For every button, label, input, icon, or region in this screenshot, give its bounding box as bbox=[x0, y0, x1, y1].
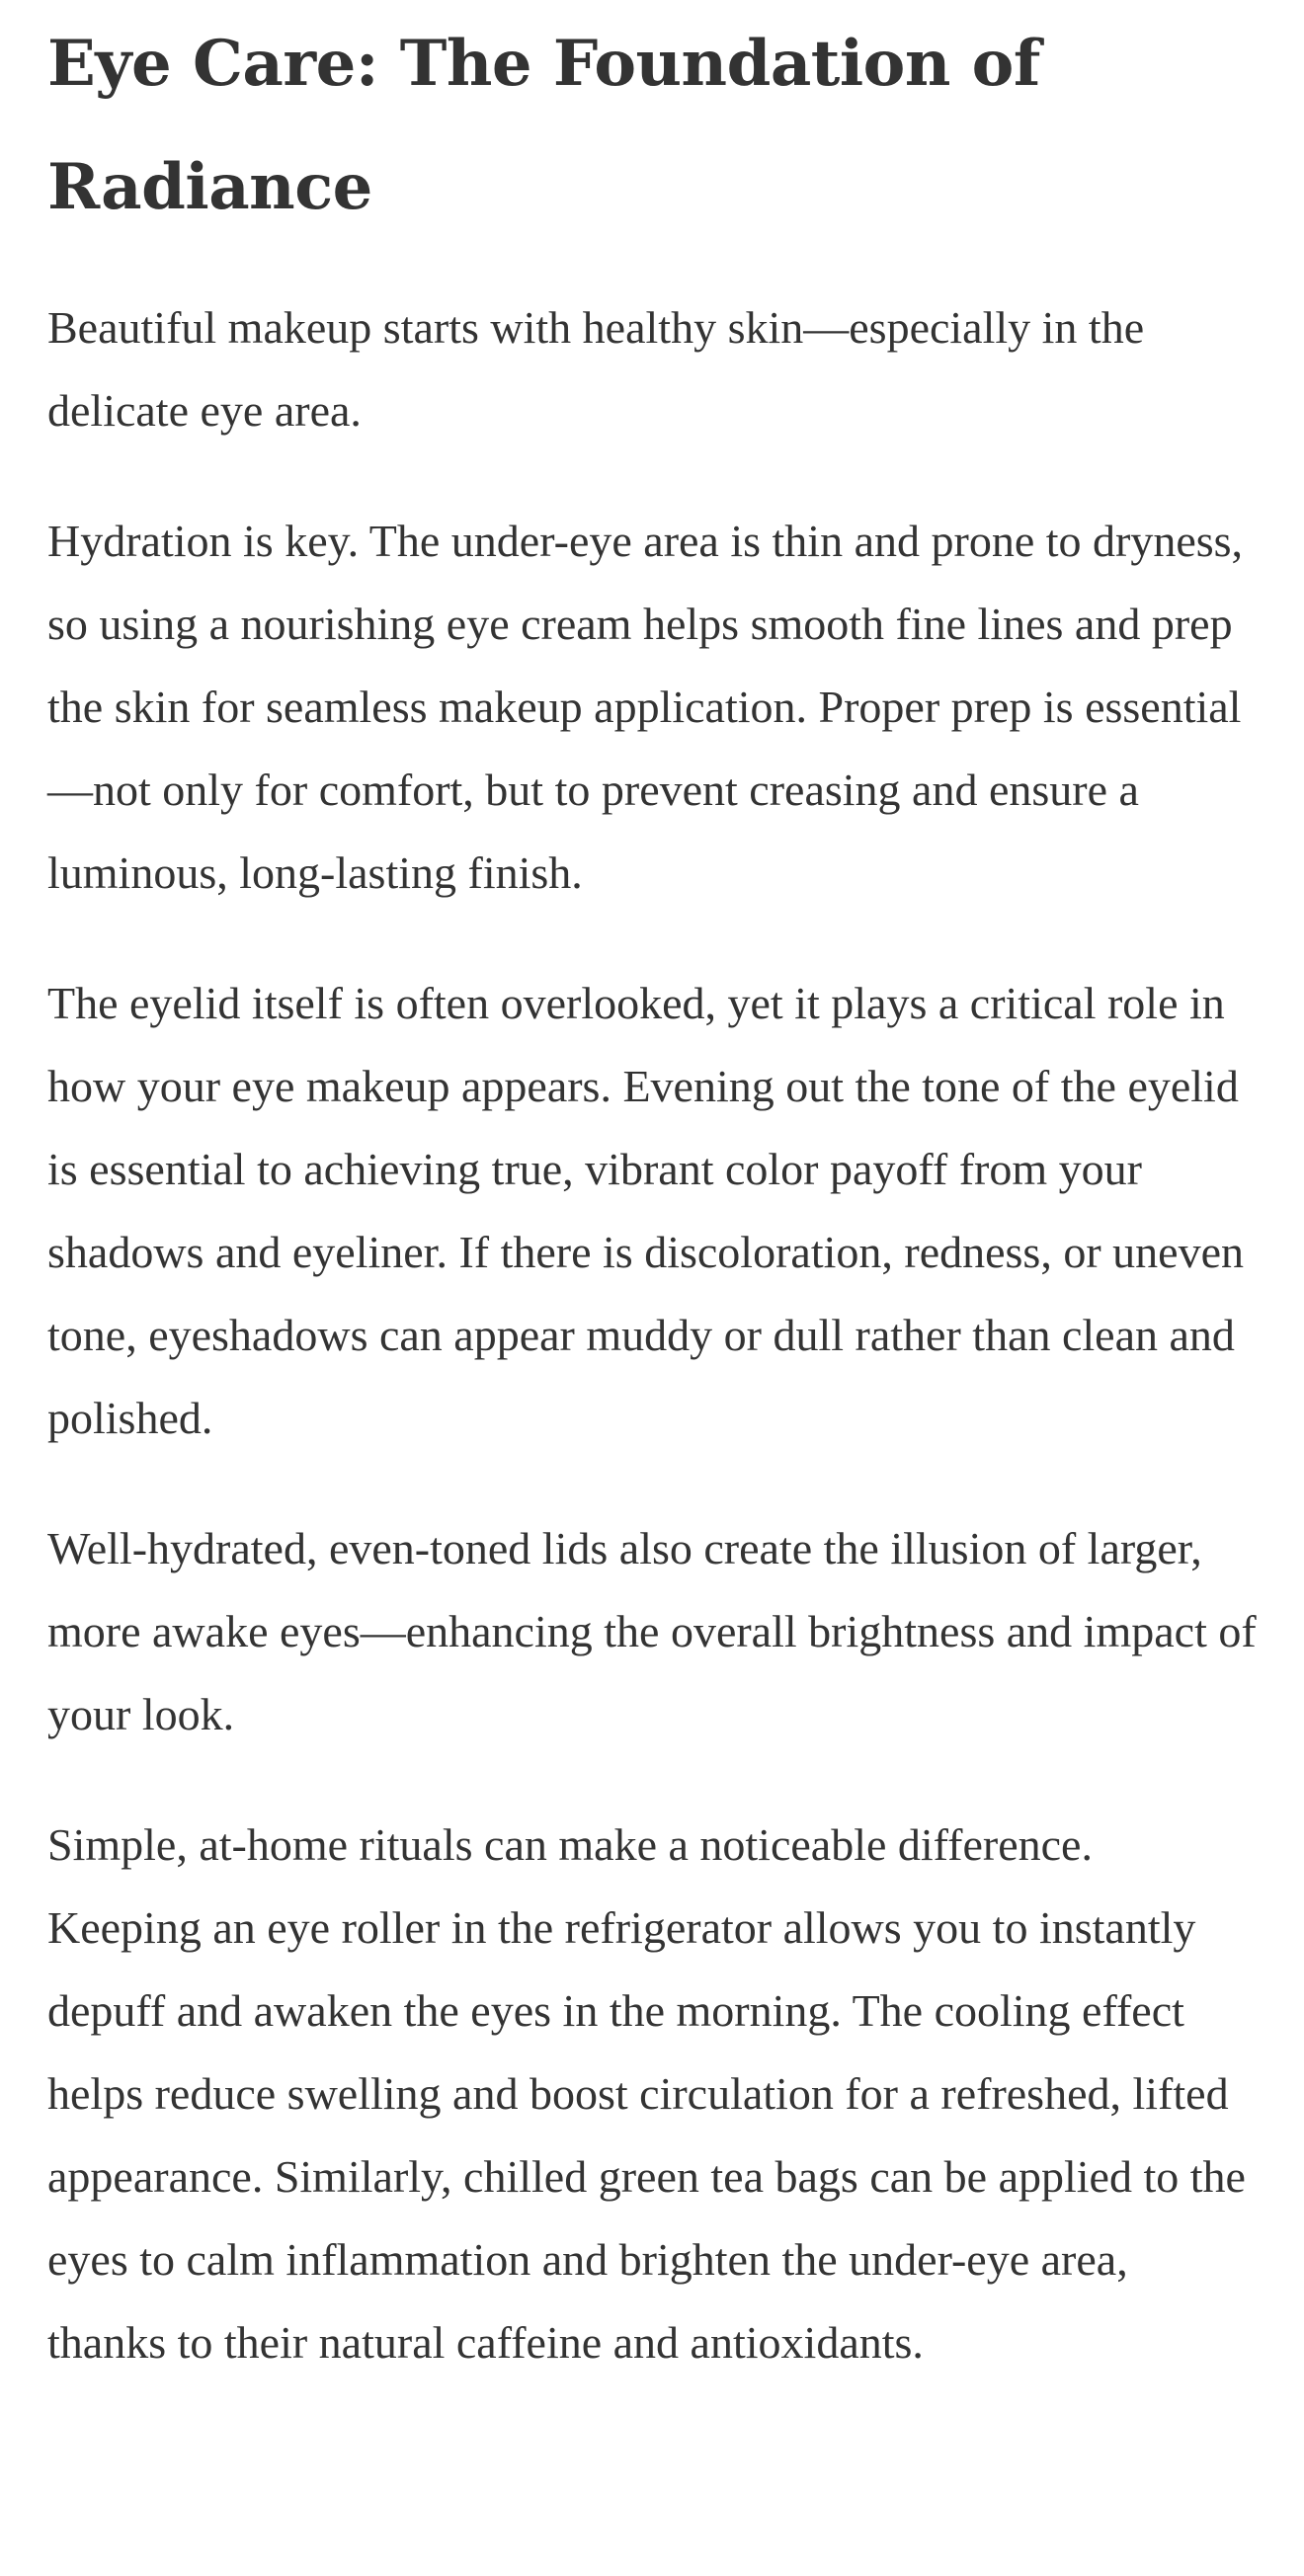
article-paragraph-1: Beautiful makeup starts with healthy skin—especially in the delicate eye area. bbox=[47, 302, 1145, 436]
article-title: Eye Care: The Foundation of Radiance bbox=[47, 27, 1040, 224]
article-paragraph-5: Simple, at-home rituals can make a noticeable difference. Keeping an eye roller in the refrigerator allows you to instantly depuff and awaken the eyes in the morning. The cooling effect helps reduce swelling and boost circulation for a refreshed, lifted appearance. Similarly, chilled green tea bags can be applied to the eyes to calm inflammation and brighten the under-eye area, thanks to their natural caffeine and antioxidants. bbox=[47, 1819, 1246, 2368]
article-paragraph-3: The eyelid itself is often overlooked, yet it plays a critical role in how your eye makeup appears. Evening out the tone of the eyelid is essential to achieving true, vibrant color payoff from your shadows and eyeliner. If there is discoloration, redness, or uneven tone, eyeshadows can appear muddy or dull rather than clean and polished. bbox=[47, 978, 1244, 1443]
article-paragraph-4: Well-hydrated, even-toned lids also create the illusion of larger, more awake eyes—enhancing the overall brightness and impact of your look. bbox=[47, 1523, 1257, 1739]
article-paragraph-2: Hydration is key. The under-eye area is thin and prone to dryness, so using a nourishing eye cream helps smooth fine lines and prep the skin for seamless makeup application. Proper prep is essential—not only for comfort, but to prevent creasing and ensure a luminous, long-lasting finish. bbox=[47, 516, 1244, 898]
